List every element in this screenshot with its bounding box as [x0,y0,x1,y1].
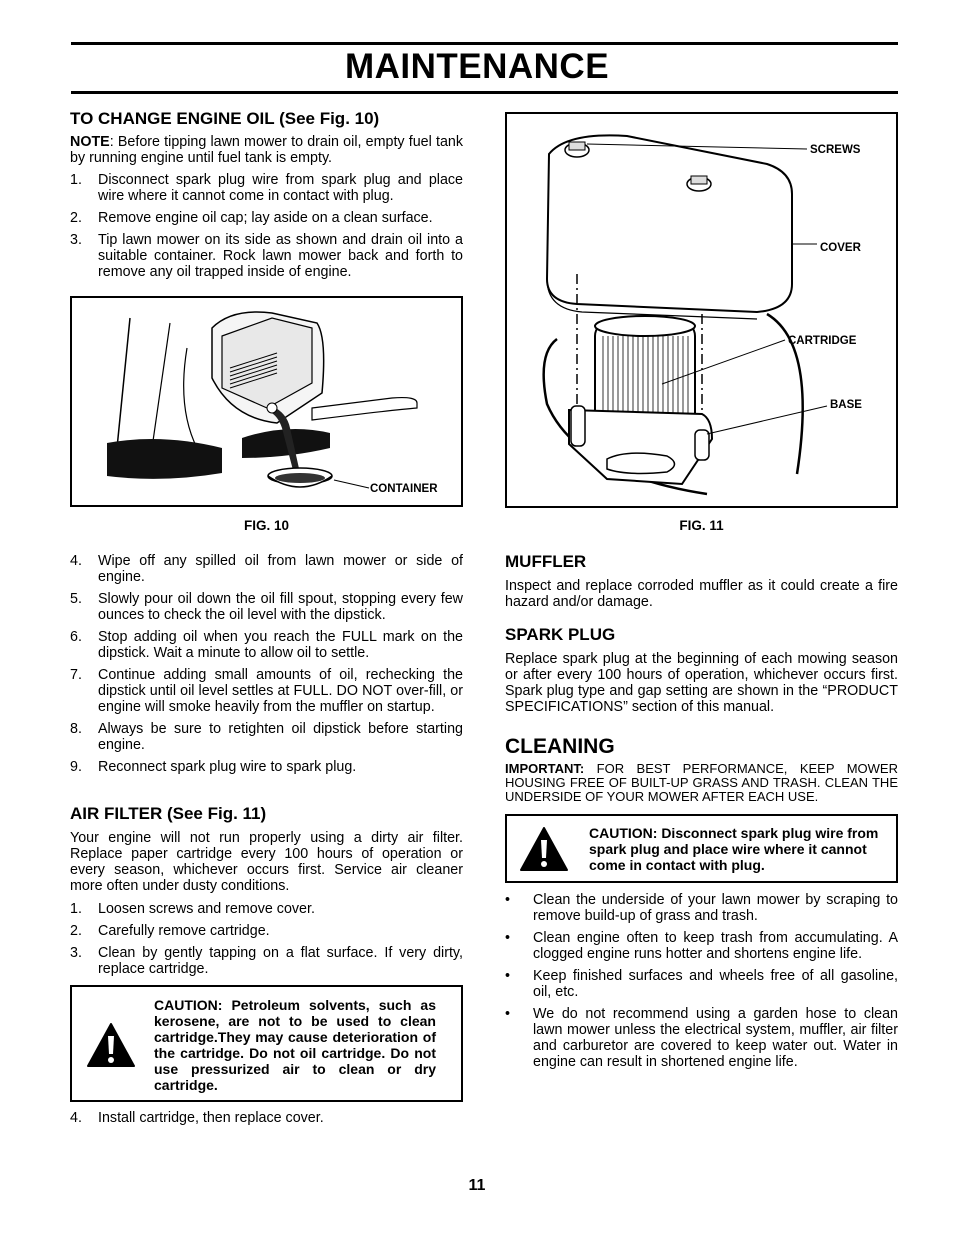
air-filter-heading: AIR FILTER (See Fig. 11) [70,804,267,823]
important-text: FOR BEST PERFORMANCE, KEEP MOWER HOUSING FREE OF BUILT-UP GRASS AND TRASH. CLEAN THE UNDERSIDE OF YOUR MOWER AFTER EACH USE. [505,761,898,804]
oil-drain-illustration [72,298,461,505]
list-item: 3. Clean by gently tapping on a flat surface. If very dirty, replace cartridge. [70,945,463,977]
base-label: BASE [830,399,862,411]
oil-heading: TO CHANGE ENGINE OIL (See Fig. 10) [70,109,380,128]
list-item: 2. Remove engine oil cap; lay aside on a clean surface. [70,210,433,226]
fig-10-caption: FIG. 10 [243,518,289,533]
list-item: 4. Install cartridge, then replace cover. [70,1110,324,1126]
figure-10 [70,296,463,507]
air-filter-steps [70,901,463,983]
fig-11-caption: FIG. 11 [679,518,724,533]
list-item: 2. Carefully remove cartridge. [70,923,270,939]
list-item: • We do not recommend using a garden hose to clean lawn mower unless the electrical system, muffler, air filter and carburetor are covered to keep water out. Water in engine can result in shortened engine life. [505,1006,898,1070]
warning-icon [86,1022,136,1068]
caution-text-spark-plug: CAUTION: Disconnect spark plug wire from spark plug and place wire where it cannot come in contact with plug. [589,825,879,873]
oil-steps-4-9 [70,553,463,781]
screws-label: SCREWS [810,144,861,156]
title-rule-top [71,42,898,45]
list-item: 9. Reconnect spark plug wire to spark plug. [70,759,357,775]
list-item: 4. Wipe off any spilled oil from lawn mower or side of engine. [70,553,463,585]
spark-plug-heading: SPARK PLUG [505,625,616,644]
air-filter-intro: Your engine will not run properly using a dirty air filter. Replace paper cartridge every 100 hours of operation or every season, whichever occurs first. Service air cleaner more often under dusty conditions. [70,830,463,894]
list-item: 7. Continue adding small amounts of oil, rechecking the dipstick until oil level settles at FULL. DO NOT over-fill, or engine will smoke heavily from the muffler on startup. [70,667,463,715]
page-title: MAINTENANCE [344,47,610,86]
oil-steps-1-3 [70,172,463,286]
list-item: 6. Stop adding oil when you reach the FULL mark on the dipstick. Wait a minute to allow oil to settle. [70,629,463,661]
oil-note [70,134,463,166]
list-item: • Keep finished surfaces and wheels free of all gasoline, oil, etc. [505,968,898,1000]
air-filter-illustration [507,114,896,506]
cover-label: COVER [820,242,861,254]
list-item: 3. Tip lawn mower on its side as shown and drain oil into a suitable container. Rock lawn mower back and forth to remove any oil trapped inside of engine. [70,232,463,280]
caution-box-spark-plug [505,814,898,883]
cleaning-bullets [505,892,898,1076]
list-item: 8. Always be sure to retighten oil dipstick before starting engine. [70,721,463,753]
note-label: NOTE [70,134,110,150]
title-rule-bottom [71,91,898,94]
list-item: • Clean engine often to keep trash from accumulating. A clogged engine runs hotter and shortens engine life. [505,930,898,962]
list-item: 1. Disconnect spark plug wire from spark plug and place wire where it cannot come in contact with plug. [70,172,463,204]
list-item: 5. Slowly pour oil down the oil fill spout, stopping every few ounces to check the oil level with the dipstick. [70,591,463,623]
warning-icon [519,826,569,872]
cleaning-important [505,762,898,804]
spark-plug-text: Replace spark plug at the beginning of each mowing season or after every 100 hours of operation, whichever occurs first. Spark plug type and gap setting are shown in the “PRODUCT SPECIFICATIONS” section of this manual. [505,651,898,715]
important-label: IMPORTANT: [505,761,585,776]
list-item: • Clean the underside of your lawn mower by scraping to remove build-up of grass and trash. [505,892,898,924]
list-item: 1. Loosen screws and remove cover. [70,901,315,917]
muffler-text: Inspect and replace corroded muffler as it could create a fire hazard and/or damage. [505,578,898,610]
caution-box-solvents [70,985,463,1102]
cartridge-label: CARTRIDGE [788,335,857,347]
muffler-heading: MUFFLER [505,552,587,571]
figure-11 [505,112,898,508]
air-filter-final-step [70,1110,463,1132]
caution-text-solvents: CAUTION: Petroleum solvents, such as kerosene, are not to be used to clean cartridge.They may cause deterioration of the cartridge. Do not oil cartridge. Do not use pressurized air to clean or dry cartridge. [154,997,436,1093]
page-number: 11 [468,1177,486,1194]
cleaning-heading: CLEANING [505,735,615,758]
note-text: : Before tipping lawn mower to drain oil, empty fuel tank by running engine until fuel tank is empty. [70,134,463,166]
container-label: CONTAINER [370,483,438,495]
